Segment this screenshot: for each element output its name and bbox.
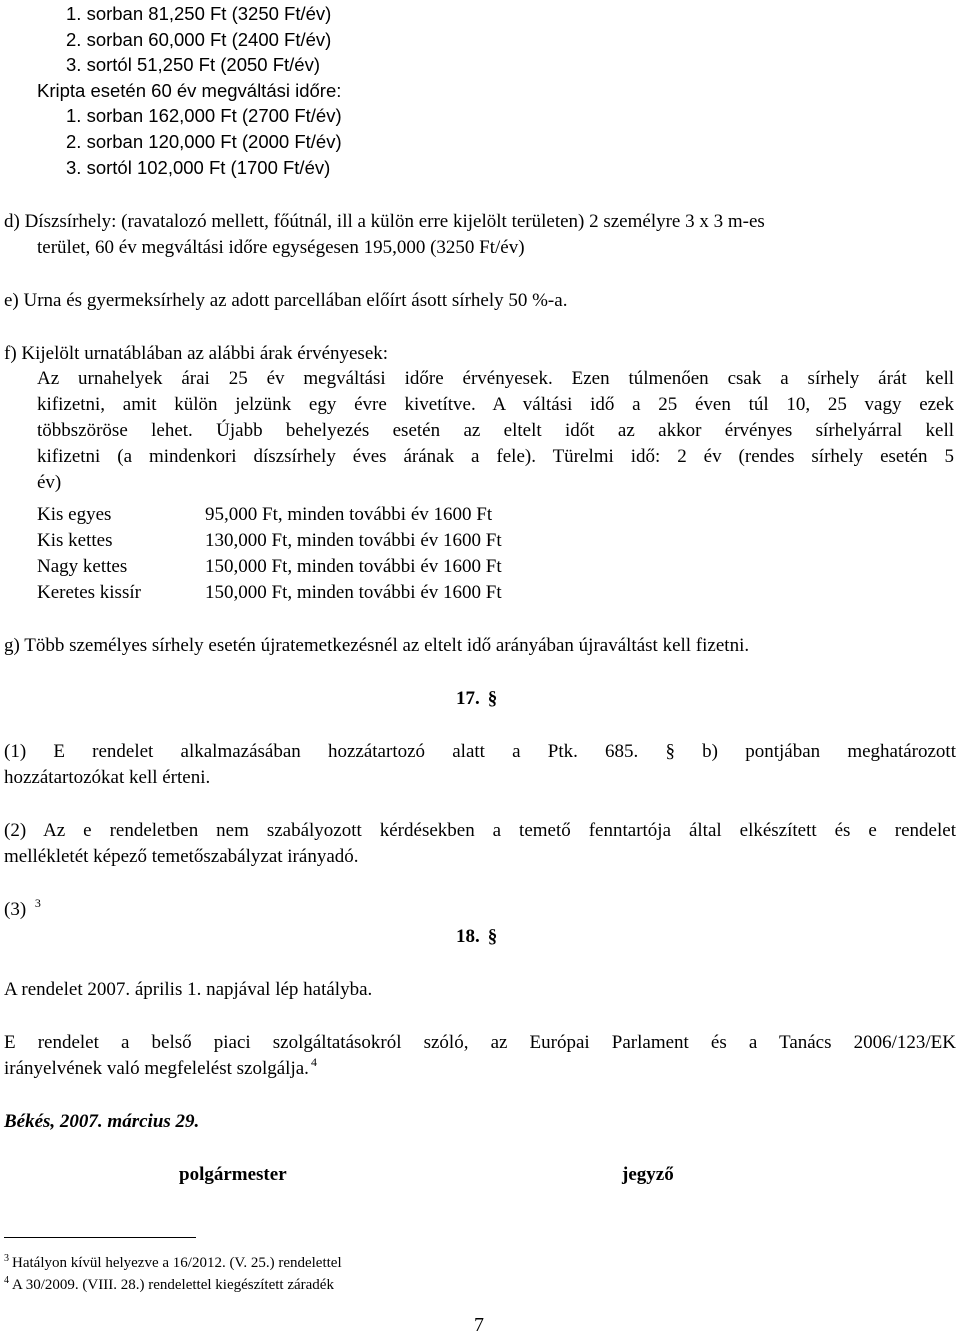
urn-row: [37, 503, 737, 527]
section-18-mark: §: [487, 926, 498, 947]
para-3-label: (3): [4, 899, 27, 920]
eu-para-line-2: [4, 1057, 317, 1082]
footnote-3-text: Hatályon kívül helyezve a 16/2012. (V. 25.) rendelettel: [12, 1255, 342, 1271]
page-number: 7: [474, 1314, 484, 1336]
place-date: Békés, 2007. március 29.: [4, 1111, 200, 1132]
para-1-line-1: (1) E rendelet alkalmazásában hozzátartozó alatt a Ptk. 685. § b) pontjában meghatározott: [4, 741, 956, 762]
urn-price: 130,000 Ft, minden további év 1600 Ft: [205, 530, 502, 551]
urn-name: Nagy kettes: [37, 556, 128, 577]
urn-row: [37, 529, 737, 553]
footnote-ref-3: 3: [34, 896, 41, 910]
section-17-mark: §: [487, 688, 498, 709]
footnote-ref-4: 4: [310, 1055, 317, 1069]
section-18-number: 18.: [456, 926, 480, 947]
urn-price: 150,000 Ft, minden további év 1600 Ft: [205, 582, 502, 603]
urn-row: [37, 555, 737, 579]
item-g: g) Több személyes sírhely esetén újratemetkezésnél az eltelt idő arányában újraváltást kell fizetni.: [4, 635, 750, 656]
urn-name: Kis kettes: [37, 530, 113, 551]
eu-para-line-1: E rendelet a belső piaci szolgáltatásokról szóló, az Európai Parlament és a Tanács 2006/123/EK: [4, 1032, 956, 1053]
item-f-last: év): [37, 472, 62, 493]
para-1-line-2: hozzátartozókat kell érteni.: [4, 767, 211, 788]
section-18-heading: [456, 925, 497, 949]
para-2-line-1: (2) Az e rendeletben nem szabályozott kérdésekben a temető fenntartója által elkészített és e rendelet: [4, 820, 956, 841]
section-17-heading: [456, 687, 497, 711]
para-3: [4, 898, 41, 923]
crypt-line-2: 2. sorban 60,000 Ft (2400 Ft/év): [66, 29, 332, 50]
item-f-line-2: kifizetni, amit külön jelzünk egy évre kivetítve. A váltási idő a 25 éven túl 10, 25 vagy ezek: [37, 394, 954, 415]
footnote-4: [4, 1276, 334, 1296]
urn-name: Kis egyes: [37, 504, 112, 525]
footnote-4-number: 4: [4, 1275, 9, 1286]
item-f-line-4: kifizetni (a mindenkori díszsírhely éves árának a fele). Türelmi idő: 2 év (rendes sírhely esetén 5: [37, 446, 954, 467]
footnote-divider: [4, 1237, 196, 1238]
crypt-heading: Kripta esetén 60 év megváltási időre:: [37, 80, 342, 101]
item-f-title: f) Kijelölt urnatáblában az alábbi árak érvényesek:: [4, 343, 389, 364]
item-e: e) Urna és gyermeksírhely az adott parcellában előírt ásott sírhely 50 %-a.: [4, 290, 568, 311]
item-d-line-1: d) Díszsírhely: (ravatalozó mellett, főútnál, ill a külön erre kijelölt területen) 2 személyre 3 x 3 m-es: [4, 211, 765, 232]
effective-date: A rendelet 2007. április 1. napjával lép hatályba.: [4, 979, 373, 1000]
crypt60-line-1: 1. sorban 162,000 Ft (2700 Ft/év): [66, 105, 342, 126]
urn-name: Keretes kissír: [37, 582, 141, 603]
crypt60-line-3: 3. sortól 102,000 Ft (1700 Ft/év): [66, 157, 331, 178]
urn-price: 95,000 Ft, minden további év 1600 Ft: [205, 504, 493, 525]
signature-mayor: polgármester: [179, 1164, 287, 1185]
crypt-line-1: 1. sorban 81,250 Ft (3250 Ft/év): [66, 3, 332, 24]
urn-price: 150,000 Ft, minden további év 1600 Ft: [205, 556, 502, 577]
para-2-line-2: mellékletét képező temetőszabályzat irányadó.: [4, 846, 359, 867]
crypt60-line-2: 2. sorban 120,000 Ft (2000 Ft/év): [66, 131, 342, 152]
crypt-line-3: 3. sortól 51,250 Ft (2050 Ft/év): [66, 54, 320, 75]
footnote-4-text: A 30/2009. (VIII. 28.) rendelettel kiegészített záradék: [12, 1277, 334, 1293]
urn-row: [37, 581, 737, 605]
footnote-3: [4, 1254, 342, 1274]
item-d-line-2: terület, 60 év megváltási időre egységesen 195,000 (3250 Ft/év): [37, 237, 525, 258]
item-f-line-1: Az urnahelyek árai 25 év megváltási időre érvényesek. Ezen túlmenően csak a sírhely árát kell: [37, 368, 954, 389]
item-f-line-3: többszöröse lehet. Újabb behelyezés esetén az eltelt időt az akkor érvényes sírhelyárral kell: [37, 420, 954, 441]
eu-para-text: irányelvének való megfelelést szolgálja.: [4, 1058, 309, 1079]
section-17-number: 17.: [456, 688, 480, 709]
footnote-3-number: 3: [4, 1253, 9, 1264]
signature-notary: jegyző: [622, 1164, 674, 1185]
